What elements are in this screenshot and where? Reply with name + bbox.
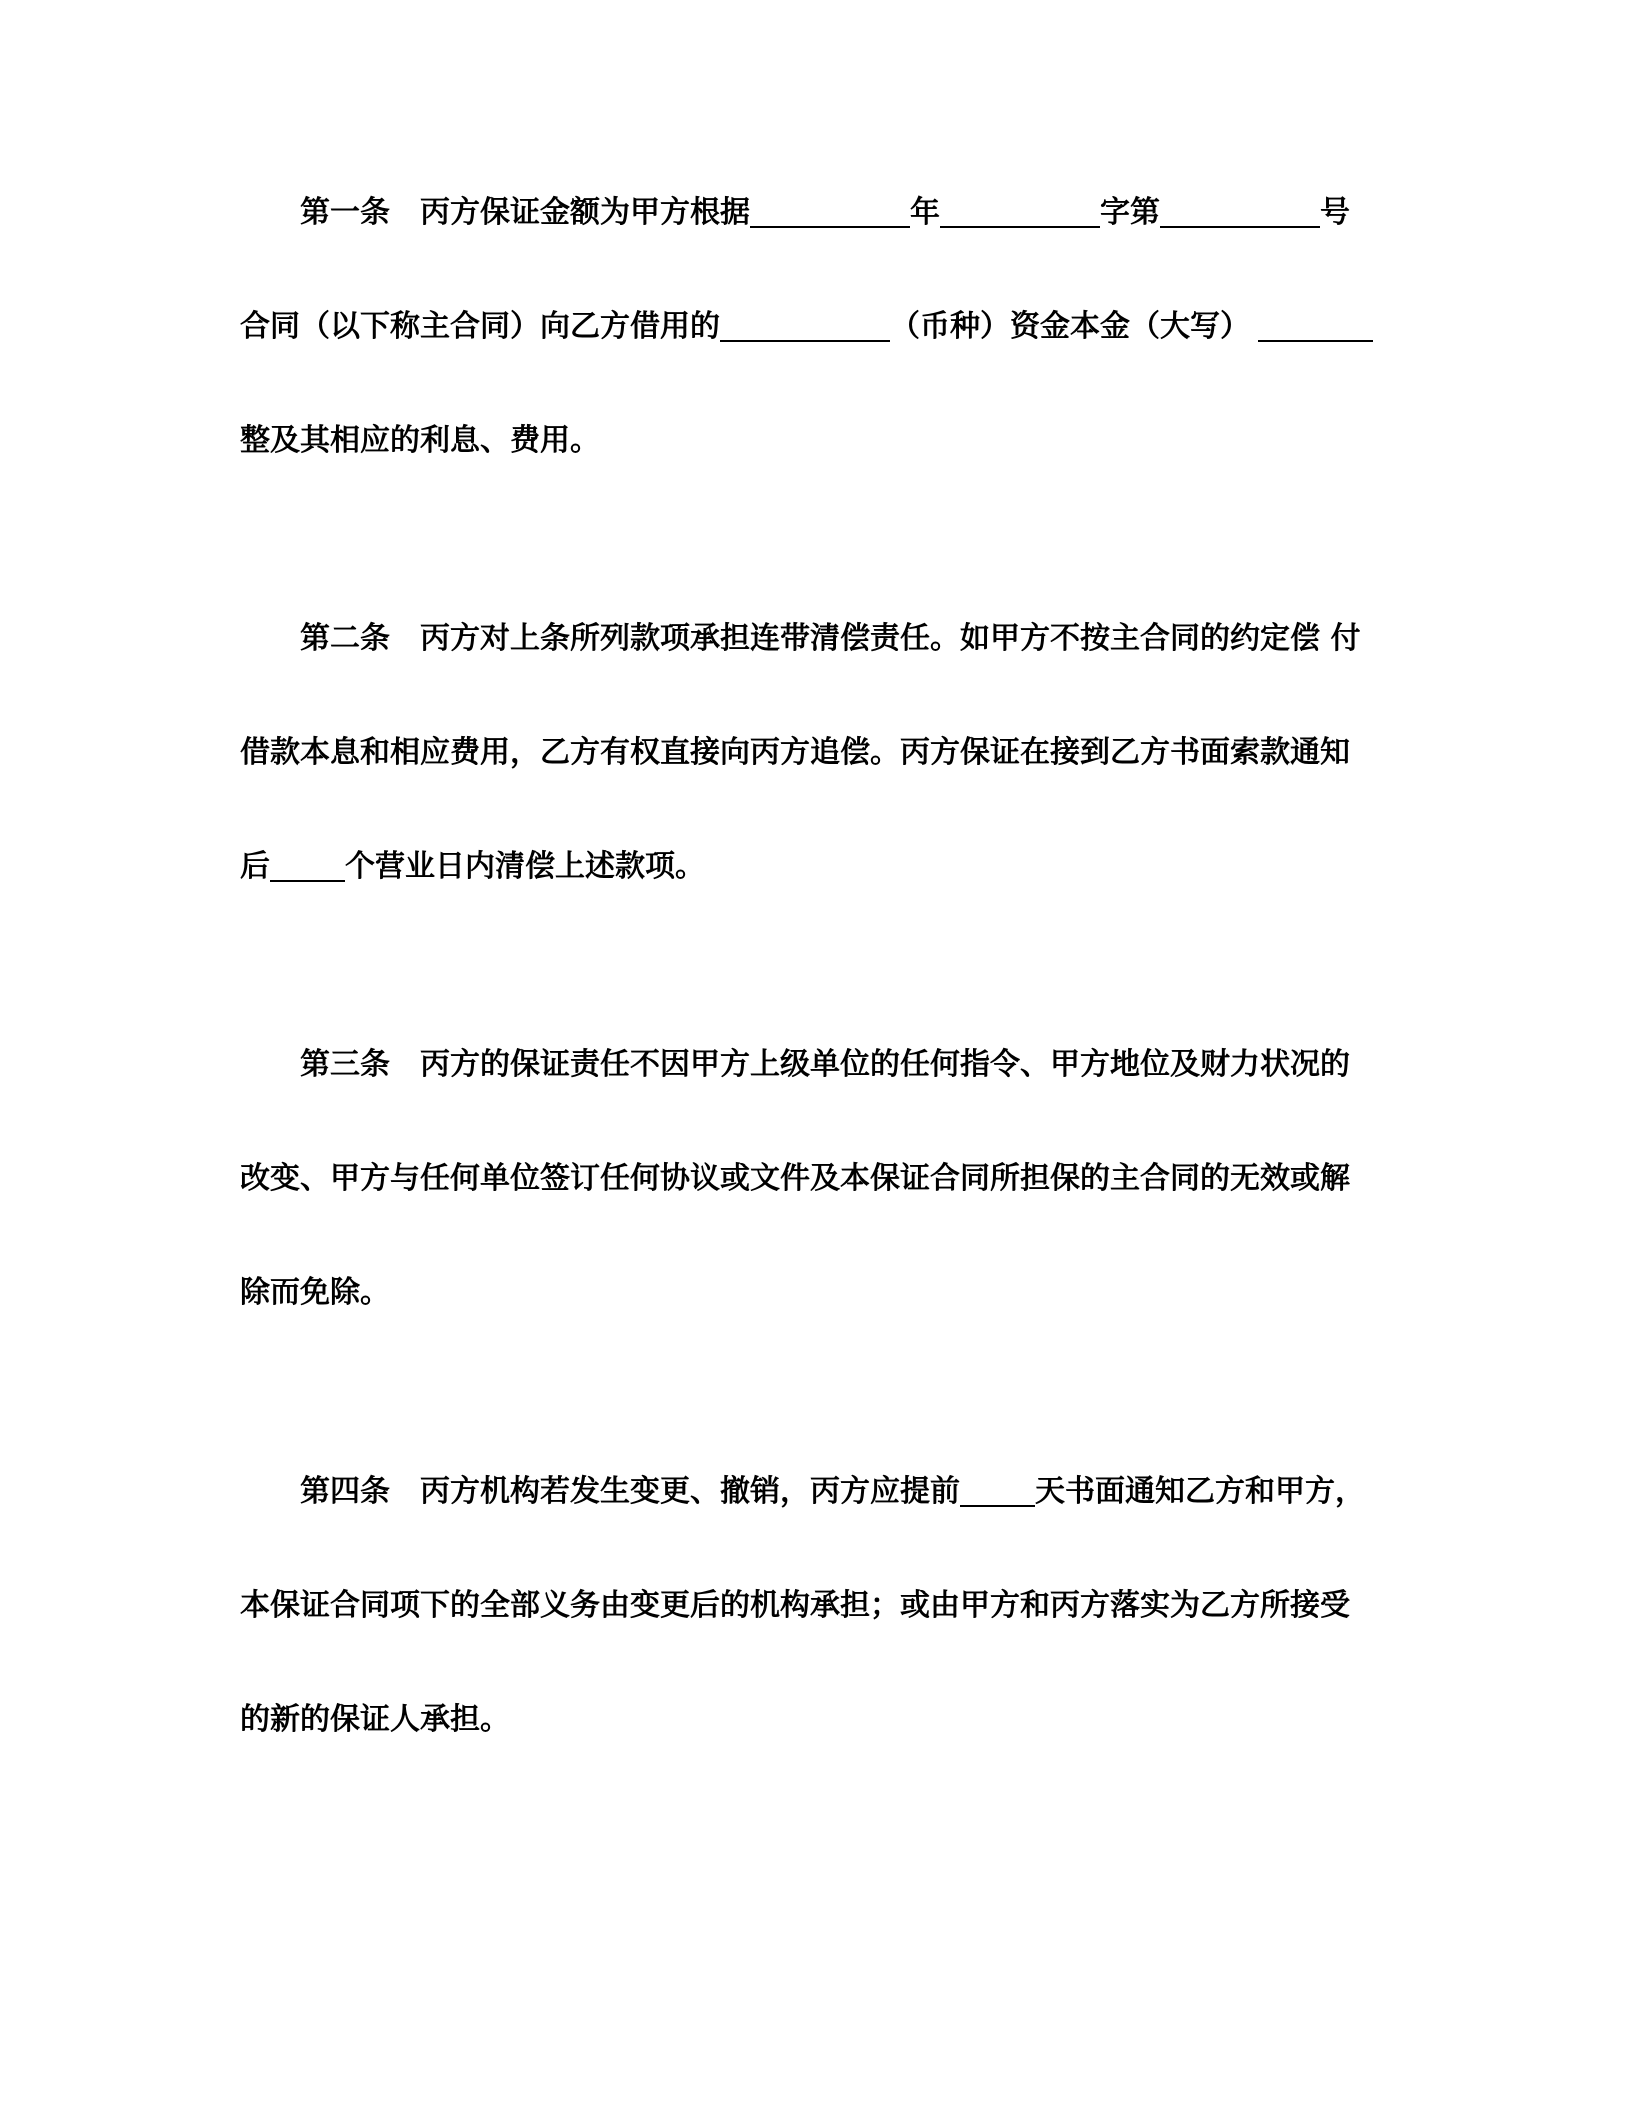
article-3-text-c: 除而免除。 <box>240 1275 390 1310</box>
contract-year-blank[interactable] <box>750 192 910 228</box>
currency-blank[interactable] <box>720 306 890 342</box>
article-3-number: 第三条 <box>300 1047 390 1082</box>
article-1-text-d: 号 <box>1320 195 1350 230</box>
article-2-text-b: 借款本息和相应费用，乙方有权直接向丙方追偿。丙方保证在接到乙方书面索款通知 <box>240 735 1350 770</box>
article-1-text-c: 字第 <box>1100 195 1160 230</box>
article-1-number: 第一条 <box>300 195 390 230</box>
article-1-line-3 <box>240 411 1400 471</box>
article-3-line-2 <box>240 1149 1400 1209</box>
article-1-line-2 <box>240 297 1400 357</box>
article-1-text-e: 合同（以下称主合同）向乙方借用的 <box>240 309 720 344</box>
article-2-text-d: 个营业日内清偿上述款项。 <box>345 849 705 884</box>
article-2-text-a: 丙方对上条所列款项承担连带清偿责任。如甲方不按主合同的约定偿 付 <box>420 621 1361 656</box>
article-3-line-3 <box>240 1263 1400 1323</box>
article-3-text-b: 改变、甲方与任何单位签订任何协议或文件及本保证合同所担保的主合同的无效或解 <box>240 1161 1350 1196</box>
article-1-text-a: 丙方保证金额为甲方根据 <box>420 195 750 230</box>
principal-amount-blank[interactable] <box>1258 306 1373 342</box>
article-4-line-2 <box>240 1576 1400 1636</box>
article-1-text-f: （币种）资金本金（大写） <box>890 309 1250 344</box>
article-2-line-1 <box>300 609 1460 669</box>
notice-days-blank[interactable] <box>960 1471 1035 1507</box>
article-2-line-2 <box>240 723 1400 783</box>
contract-prefix-blank[interactable] <box>940 192 1100 228</box>
business-days-blank[interactable] <box>270 846 345 882</box>
article-4-text-d: 的新的保证人承担。 <box>240 1702 510 1737</box>
article-3-text-a: 丙方的保证责任不因甲方上级单位的任何指令、甲方地位及财力状况的 <box>420 1047 1350 1082</box>
contract-number-blank[interactable] <box>1160 192 1320 228</box>
article-2-number: 第二条 <box>300 621 390 656</box>
article-4-text-b: 天书面通知乙方和甲方， <box>1035 1474 1365 1509</box>
article-4-number: 第四条 <box>300 1474 390 1509</box>
article-1-text-g: 整及其相应的利息、费用。 <box>240 423 600 458</box>
article-4-text-a: 丙方机构若发生变更、撤销，丙方应提前 <box>420 1474 960 1509</box>
article-4-line-1 <box>300 1462 1460 1522</box>
article-2-text-c: 后 <box>240 849 270 884</box>
article-4-line-3 <box>240 1690 1400 1750</box>
article-4-text-c: 本保证合同项下的全部义务由变更后的机构承担；或由甲方和丙方落实为乙方所接受 <box>240 1588 1350 1623</box>
article-2-line-3 <box>240 837 1400 897</box>
article-1-text-b: 年 <box>910 195 940 230</box>
article-3-line-1 <box>300 1035 1460 1095</box>
article-1-line-1 <box>300 183 1460 243</box>
